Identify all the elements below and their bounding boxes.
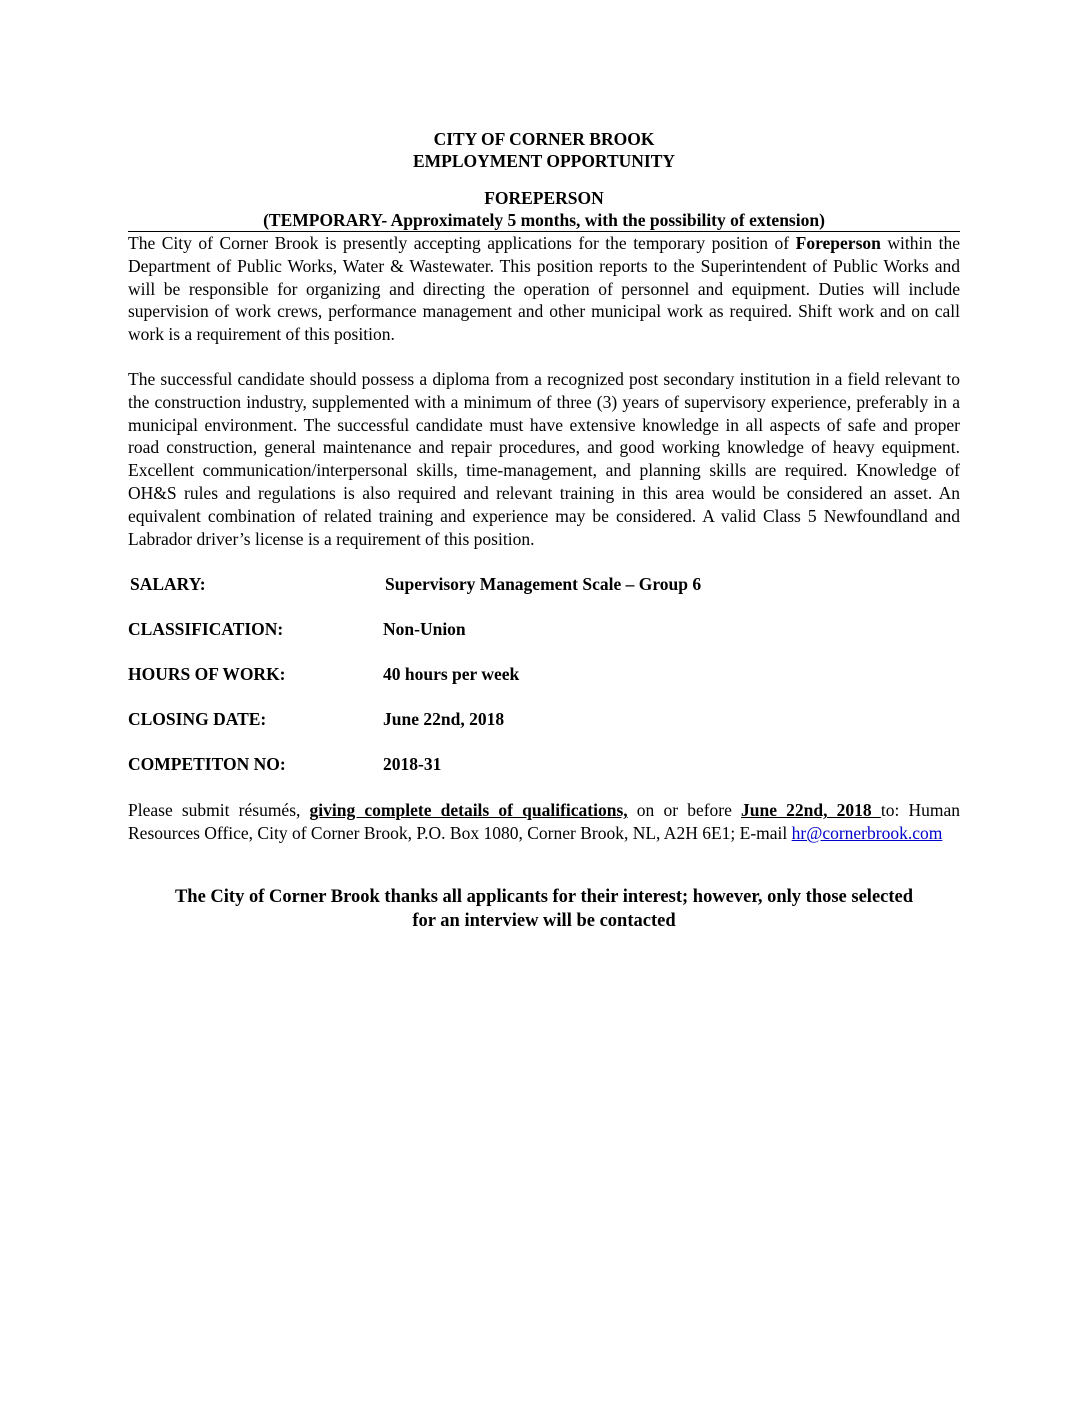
submit-emphasis-date: June 22nd, 2018 — [741, 800, 881, 821]
detail-value: June 22nd, 2018 — [383, 709, 505, 730]
detail-value: 2018-31 — [383, 754, 442, 775]
closing-line-1: The City of Corner Brook thanks all applicants for their interest; however, only those selected — [174, 886, 914, 907]
submit-emphasis-qualifications: giving complete details of qualifications, — [309, 800, 628, 821]
job-details — [128, 574, 960, 799]
submit-text-2: on or before — [627, 800, 742, 821]
org-name: CITY OF CORNER BROOK — [433, 129, 655, 149]
detail-label: CLOSING DATE: — [128, 709, 267, 730]
detail-label: SALARY: — [130, 574, 206, 595]
document-page — [128, 128, 960, 933]
detail-row-salary — [128, 574, 960, 619]
detail-value: Non-Union — [383, 619, 466, 640]
detail-label: CLASSIFICATION: — [128, 619, 284, 640]
detail-row-hours — [128, 664, 960, 709]
qualifications-paragraph: The successful candidate should possess a diploma from a recognized post secondary institution in a field relevant to the construction industry, supplemented with a minimum of three (3) years of supervisory experience, preferably in a municipal environment. The successful candidate must have extensive knowledge in all aspects of safe and proper road construction, general maintenance and repair procedures, and good working knowledge of heavy equipment. Excellent communication/interpersonal skills, time-management, and planning skills are required. Knowledge of OH&S rules and regulations is also required and relevant training in this area would be considered an asset. An equivalent combination of related training and experience may be considered. A valid Class 5 Newfoundland and Labrador driver’s license is a requirement of this position. — [128, 368, 960, 549]
position-title: FOREPERSON — [484, 188, 604, 208]
closing-line-2: for an interview will be contacted — [412, 910, 676, 931]
detail-label: HOURS OF WORK: — [128, 664, 286, 685]
closing-statement — [128, 885, 960, 933]
intro-position-bold: Foreperson — [795, 233, 881, 253]
detail-value: Supervisory Management Scale – Group 6 — [385, 574, 702, 595]
submit-text-1: Please submit résumés, — [128, 800, 310, 821]
email-link[interactable]: hr@cornerbrook.com — [791, 823, 943, 844]
submission-paragraph — [128, 799, 960, 845]
detail-row-classification — [128, 619, 960, 664]
intro-paragraph — [128, 232, 960, 346]
detail-label: COMPETITON NO: — [128, 754, 286, 775]
document-heading: EMPLOYMENT OPPORTUNITY — [412, 151, 676, 171]
intro-text-end: within the Department of Public Works, Water & Wastewater. This position reports to the Superintendent of Public Works and will be responsible for organizing and directing the operation of personnel and equipment. Duties will include supervision of work crews, performance management and other municipal work as required. Shift work and on call work is a requirement of this position. — [128, 233, 960, 345]
position-subtitle: (TEMPORARY- Approximately 5 months, with the possibility of extension) — [128, 209, 960, 232]
detail-row-competition-no — [128, 754, 960, 799]
detail-row-closing-date — [128, 709, 960, 754]
intro-text-start: The City of Corner Brook is presently accepting applications for the temporary position of — [128, 233, 796, 253]
submit-text-3: to: Human Resources Office, City of Corner Brook, P.O. Box 1080, Corner Brook, NL, A2H 6E1; E-mail — [128, 800, 960, 844]
detail-value: 40 hours per week — [383, 664, 520, 685]
